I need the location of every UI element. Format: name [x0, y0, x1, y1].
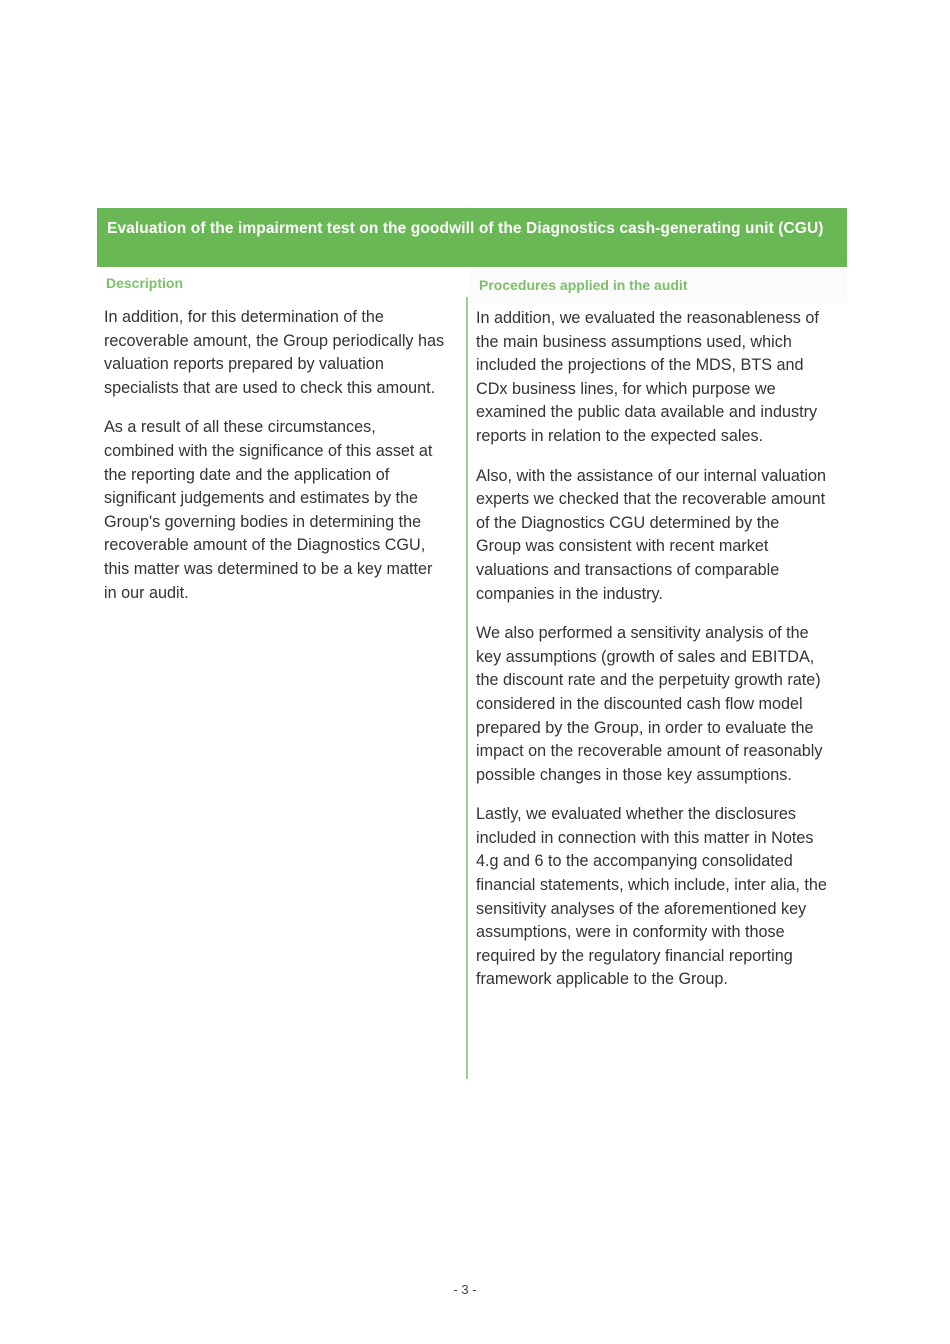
procedures-paragraph: We also performed a sensitivity analysis of the key assumptions (growth of sales and EBITDA, the discount rate and the perpetuity growth rate) considered in the discounted cash flow model prepared by the Group, in order to evaluate the impact on the recoverable amount of reasonably possible changes in those key assumptions. [476, 624, 823, 784]
procedures-paragraph: Lastly, we evaluated whether the disclosures included in connection with this matter in Notes 4.g and 6 to the accompanying consolidated financial statements, which include, inter alia, the sensitivity analyses of the aforementioned key assumptions, were in conformity with those required by the regulatory financial reporting framework applicable to the Group. [476, 805, 827, 989]
procedures-paragraph: In addition, we evaluated the reasonableness of the main business assumptions used, which included the projections of the MDS, BTS and CDx business lines, for which purpose we examined the public data available and industry reports in relation to the expected sales. [476, 309, 819, 445]
description-heading: Description [106, 275, 184, 291]
section-title: Evaluation of the impairment test on the goodwill of the Diagnostics cash-generating unit (CGU) [107, 220, 824, 237]
procedures-heading: Procedures applied in the audit [479, 277, 688, 293]
description-column [104, 306, 449, 621]
column-divider [466, 297, 468, 1079]
procedures-column [476, 307, 828, 1008]
page-number: - 3 - [453, 1282, 477, 1297]
description-paragraph: As a result of all these circumstances, combined with the significance of this asset at the reporting date and the application of significant judgements and estimates by the Group's governing bodies in determining the recoverable amount of the Diagnostics CGU, this matter was determined to be a key matter in our audit. [104, 418, 433, 602]
section-title-banner [97, 208, 847, 267]
procedures-paragraph: Also, with the assistance of our internal valuation experts we checked that the recoverable amount of the Diagnostics CGU determined by the Group was consistent with recent market valuations and transactions of comparable companies in the industry. [476, 466, 827, 603]
description-paragraph: In addition, for this determination of the recoverable amount, the Group periodically has valuation reports prepared by valuation specialists that are used to check this amount. [104, 308, 445, 397]
